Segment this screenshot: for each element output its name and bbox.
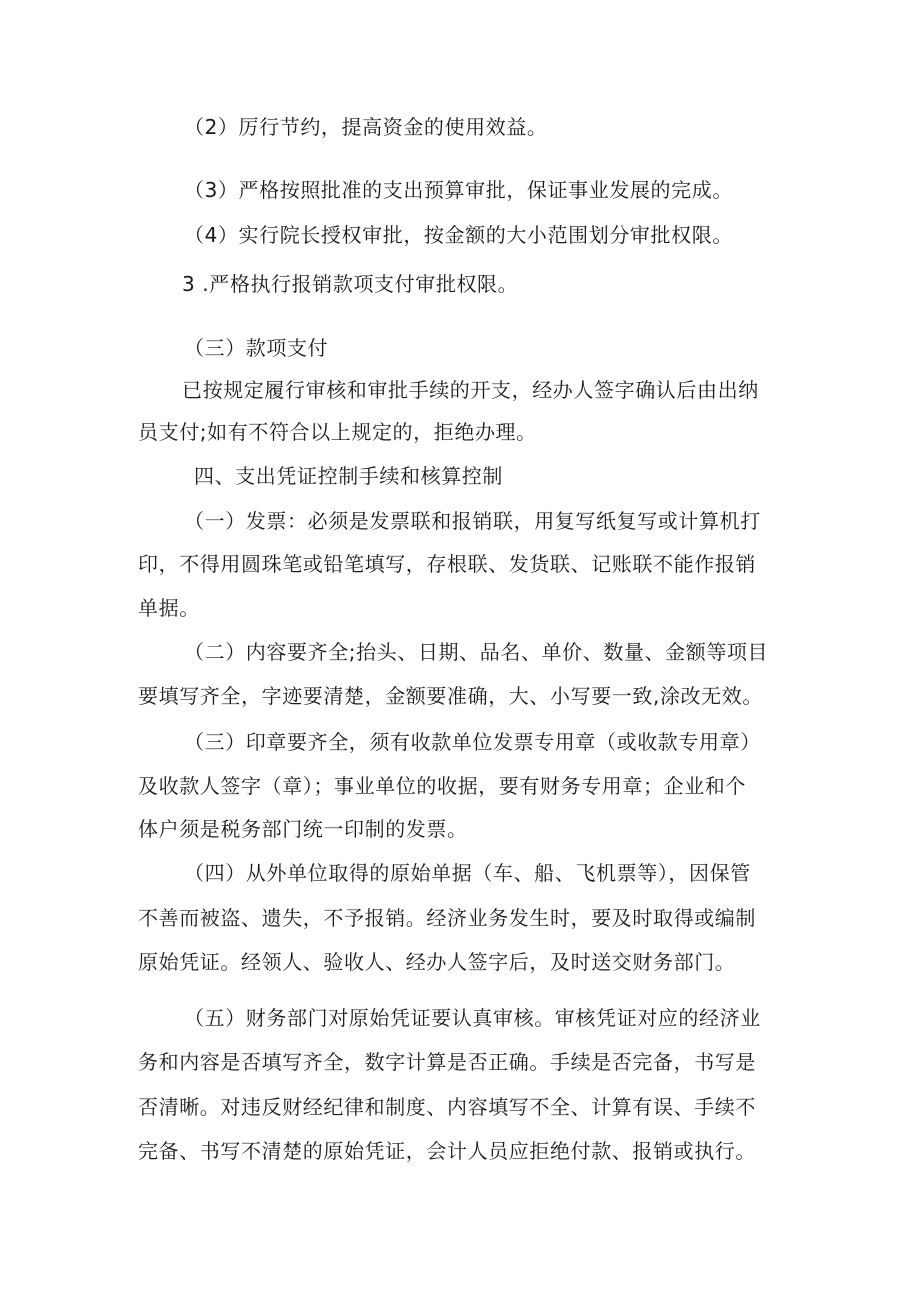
paragraph-line: （四）从外单位取得的原始单据（车、船、飞机票等），因保管: [184, 861, 751, 885]
paragraph-line: 否清晰。对违反财经纪律和制度、内容填写不全、计算有误、手续不: [138, 1095, 756, 1119]
list-item-4: （4）实行院长授权审批，按金额的大小范围划分审批权限。: [184, 223, 733, 247]
section-heading-payment: （三）款项支付: [184, 336, 329, 360]
paragraph-line: 体户须是税务部门统一印制的发票。: [138, 817, 468, 841]
paragraph-line: 员支付;如有不符合以上规定的，拒绝办理。: [138, 420, 537, 444]
paragraph-line: 不善而被盗、遗失，不予报销。经济业务发生时，要及时取得或编制: [138, 906, 756, 930]
paragraph-line: 及收款人签字（章）；事业单位的收据，要有财务专用章；企业和个: [138, 774, 746, 798]
paragraph-line: （一）发票：必须是发票联和报销联，用复写纸复写或计算机打: [184, 509, 761, 533]
paragraph-line: 务和内容是否填写齐全，数字计算是否正确。手续是否完备，书写是: [138, 1050, 756, 1074]
paragraph-line: 已按规定履行审核和审批手续的开支，经办人签字确认后由出纳: [182, 378, 759, 402]
paragraph-line: 完备、书写不清楚的原始凭证，会计人员应拒绝付款、报销或执行。: [138, 1139, 756, 1163]
paragraph-line: （二）内容要齐全;抬头、日期、品名、单价、数量、金额等项目: [184, 640, 769, 664]
paragraph-line: 印，不得用圆珠笔或铅笔填写，存根联、发货联、记账联不能作报销: [138, 552, 756, 576]
paragraph-line: （五）财务部门对原始凭证要认真审核。审核凭证对应的经济业: [184, 1006, 761, 1030]
list-item-3: （3）严格按照批准的支出预算审批，保证事业发展的完成。: [184, 178, 733, 202]
list-item-2: （2）厉行节约，提高资金的使用效益。: [184, 115, 548, 139]
paragraph-line: 原始凭证。经领人、验收人、经办人签字后，及时送交财务部门。: [138, 950, 736, 974]
chapter-heading: 四、支出凭证控制手续和核算控制: [194, 464, 503, 488]
paragraph-line: 要填写齐全，字迹要清楚，金额要准确，大、小写要一致,涂改无效。: [138, 684, 763, 708]
paragraph-line: （三）印章要齐全，须有收款单位发票专用章（或收款专用章）: [184, 730, 761, 754]
point-3: 3 .严格执行报销款项支付审批权限。: [182, 272, 519, 296]
paragraph-line: 单据。: [138, 596, 200, 620]
